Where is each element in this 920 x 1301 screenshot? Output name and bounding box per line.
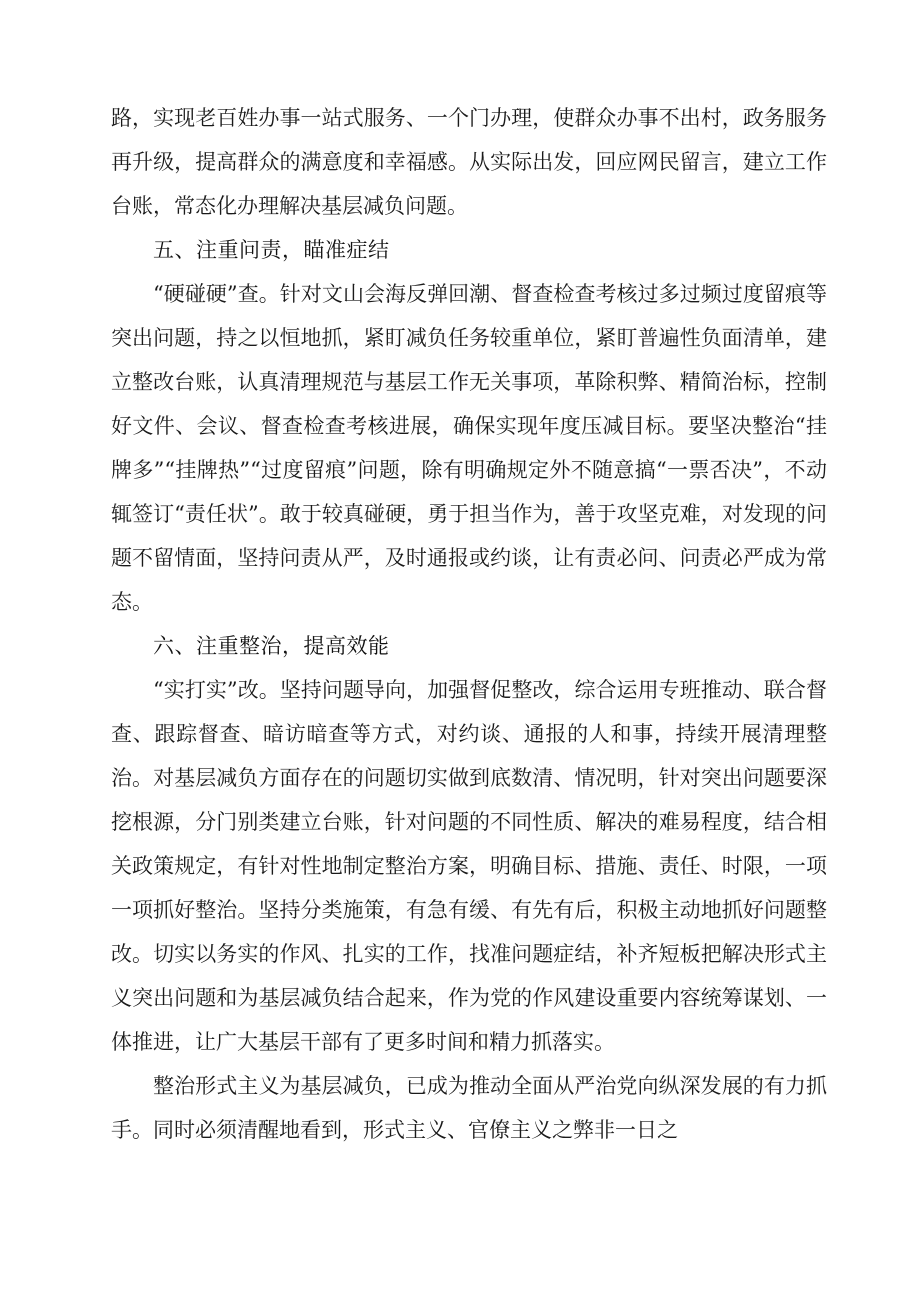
section-5-paragraph: “硬碰硬”查。针对文山会海反弹回潮、督查检查考核过多过频过度留痕等突出问题，持之以恒地抓，紧盯减负任务较重单位，紧盯普遍性负面清单，建立整改台账，认真清理规范与基层工作无关事项，革除积弊、精简治标，控制好文件、会议、督查检查考核进展，确保实现年度压减目标。要坚决整治“挂牌多”“挂牌热”“过度留痕”问题，除有明确规定外不随意搞“一票否决”，不动辄签订“责任状”。敢于较真碰硬，勇于担当作为，善于攻坚克难，对发现的问题不留情面，坚持问责从严，及时通报或约谈，让有责必问、问责必严成为常态。 — [111, 282, 827, 614]
section-heading-5: 五、注重问责，瞄准症结 — [153, 238, 390, 262]
continued-paragraph: 路，实现老百姓办事一站式服务、一个门办理，使群众办事不出村，政务服务再升级，提高群众的满意度和幸福感。从实际出发，回应网民留言，建立工作台账，常态化办理解决基层减负问题。 — [111, 106, 827, 218]
document-body — [111, 96, 827, 1152]
section-6-paragraph: “实打实”改。坚持问题导向，加强督促整改，综合运用专班推动、联合督查、跟踪督查、暗访暗查等方式，对约谈、通报的人和事，持续开展清理整治。对基层减负方面存在的问题切实做到底数清、情况明，针对突出问题要深挖根源，分门别类建立台账，针对问题的不同性质、解决的难易程度，结合相关政策规定，有针对性地制定整治方案，明确目标、措施、责任、时限，一项一项抓好整治。坚持分类施策，有急有缓、有先有后，积极主动地抓好问题整改。切实以务实的作风、扎实的工作，找准问题症结，补齐短板把解决形式主义突出问题和为基层减负结合起来，作为党的作风建设重要内容统筹谋划、一体推进，让广大基层干部有了更多时间和精力抓落实。 — [111, 678, 827, 1054]
section-heading-6: 六、注重整治，提高效能 — [153, 634, 390, 658]
closing-paragraph: 整治形式主义为基层减负，已成为推动全面从严治党向纵深发展的有力抓手。同时必须清醒地看到，形式主义、官僚主义之弊非一日之 — [111, 1074, 827, 1142]
